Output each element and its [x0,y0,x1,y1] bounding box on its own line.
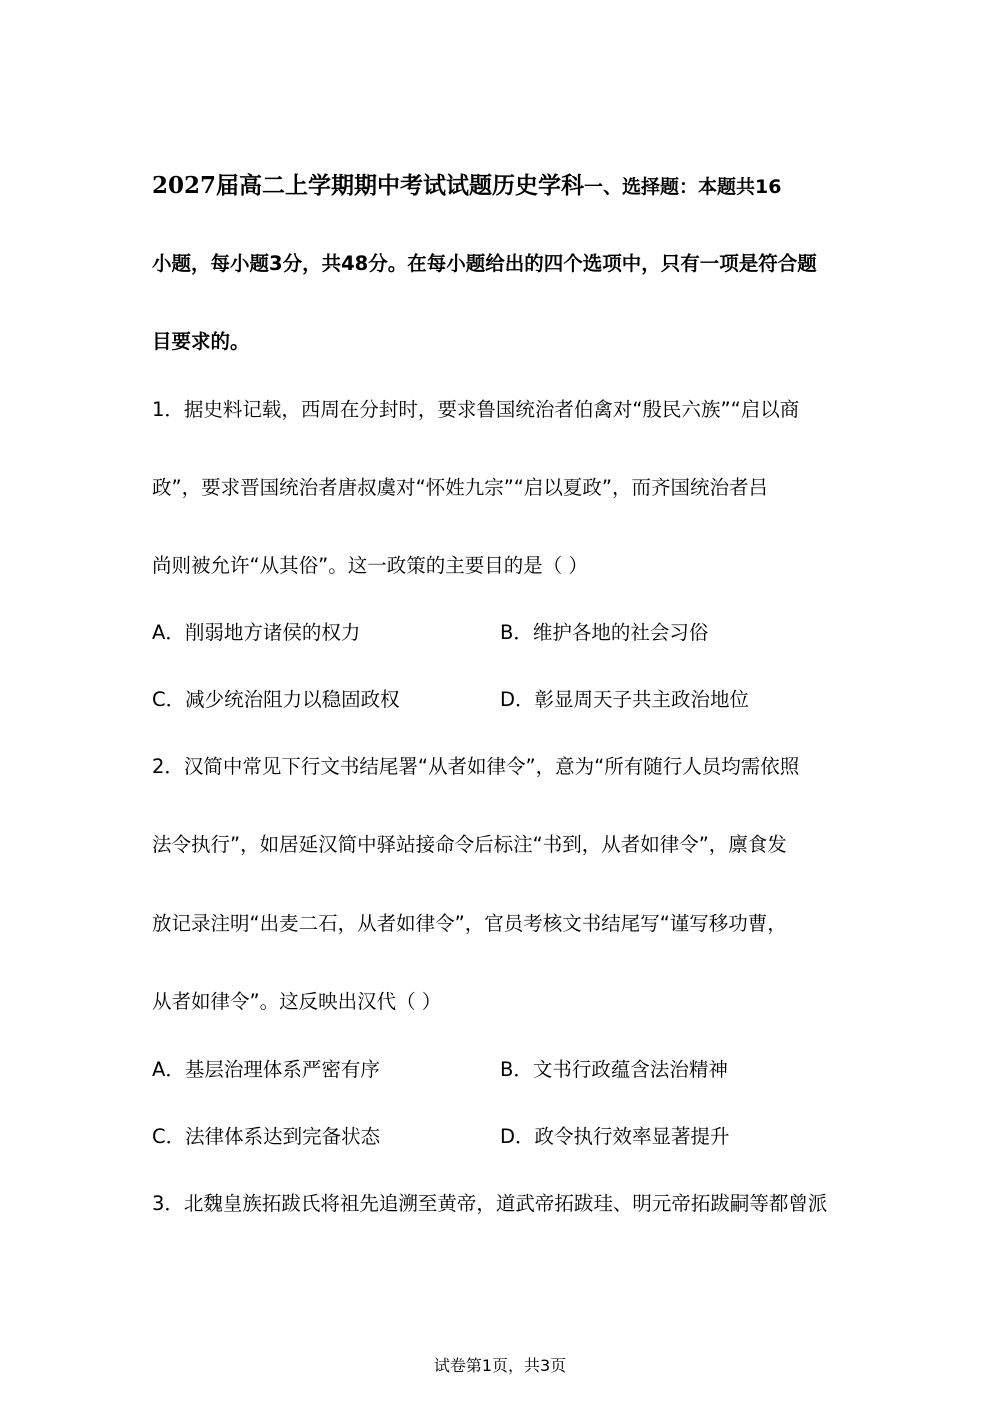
question-1-option-d: D．彰显周天子共主政治地位 [500,688,750,711]
question-2-stem-line-2: 法令执行”，如居延汉简中驿站接命令后标注“书到，从者如律令”，廪食发 [152,833,787,856]
question-2-stem-line-4: 从者如律令”。这反映出汉代（ ） [152,990,442,1013]
question-1-option-a: A．削弱地方诸侯的权力 [152,621,361,644]
page-footer: 试卷第1页，共3页 [433,1356,567,1375]
question-1-stem-line-3: 尚则被允许“从其俗”。这一政策的主要目的是（ ） [152,554,588,577]
question-1-option-b: B．维护各地的社会习俗 [500,621,709,644]
section-instructions-line-2: 小题，每小题3分，共48分。在每小题给出的四个选项中，只有一项是符合题 [152,252,817,275]
question-2-option-d: D．政令执行效率显著提升 [500,1125,730,1148]
question-2-stem-line-3: 放记录注明“出麦二石，从者如律令”，官员考核文书结尾写“谨写移功曹， [152,912,787,935]
question-3-stem-line-1: 3．北魏皇族拓跋氏将祖先追溯至黄帝，道武帝拓跋珪、明元帝拓跋嗣等都曾派 [152,1192,828,1215]
question-1-stem-line-1: 1．据史料记载，西周在分封时，要求鲁国统治者伯禽对“殷民六族”“启以商 [152,398,800,421]
exam-header-line [152,172,852,201]
section-instructions-line-3: 目要求的。 [152,330,250,353]
exam-title: 2027届高二上学期期中考试试题历史学科 [152,172,585,199]
question-2-option-a: A．基层治理体系严密有序 [152,1058,380,1081]
section-heading: 一、选择题：本题共16 [584,176,782,198]
question-2-option-b: B．文书行政蕴含法治精神 [500,1058,728,1081]
question-1-option-c: C．减少统治阻力以稳固政权 [152,688,400,711]
question-2-option-c: C．法律体系达到完备状态 [152,1125,381,1148]
question-1-stem-line-2: 政”，要求晋国统治者唐叔虞对“怀姓九宗”“启以夏政”，而齐国统治者吕 [152,476,769,499]
question-2-stem-line-1: 2．汉简中常见下行文书结尾署“从者如律令”，意为“所有随行人员均需依照 [152,755,800,778]
